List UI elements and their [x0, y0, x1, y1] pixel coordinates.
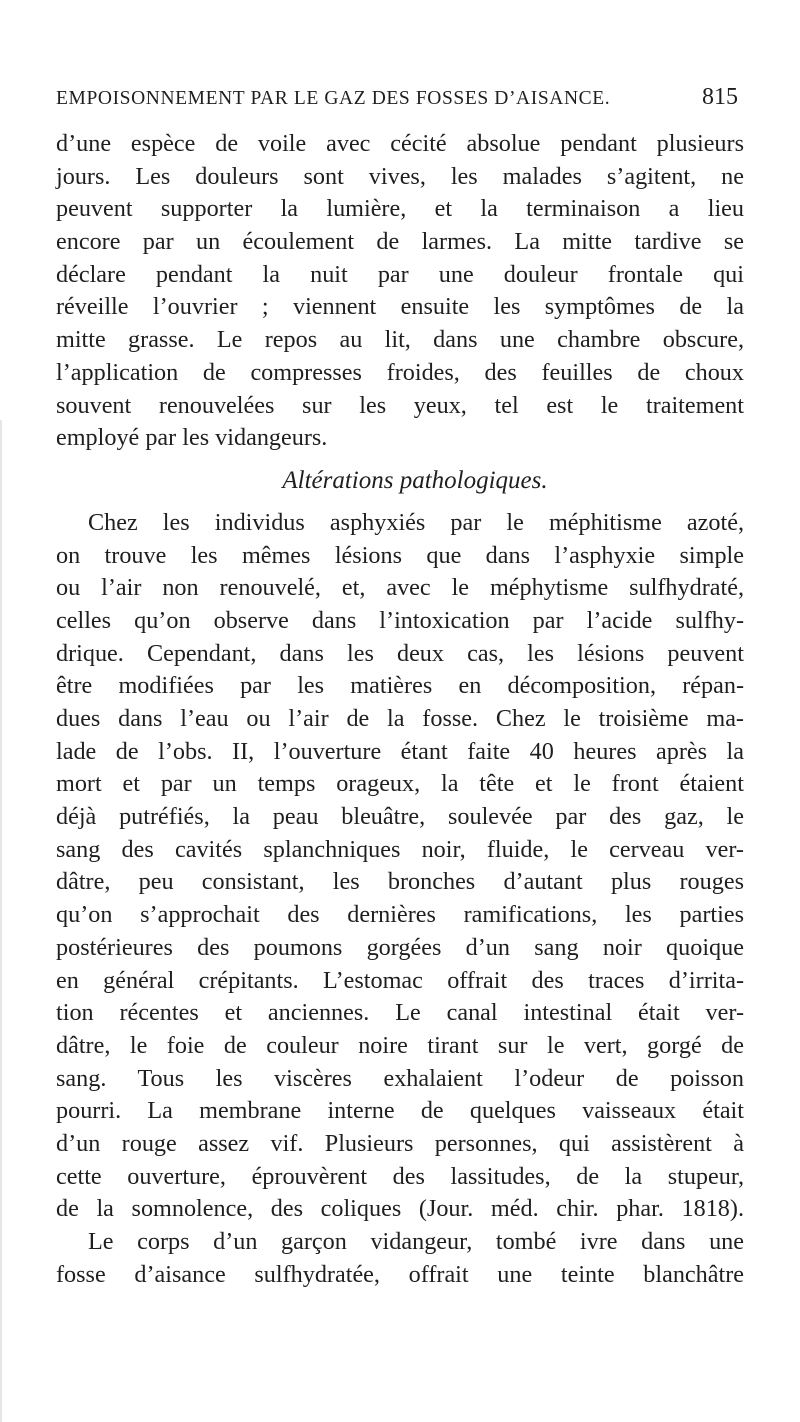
running-title: EMPOISONNEMENT PAR LE GAZ DES FOSSES D’AISANCE. [56, 88, 611, 109]
text-line: d’un rouge assez vif. Plusieurs personnes, qui assistèrent à [56, 1129, 744, 1157]
text-line: souvent renouvelées sur les yeux, tel est le traitement [56, 391, 744, 419]
text-line: sang des cavités splanchniques noir, fluide, le cerveau ver- [56, 835, 744, 863]
text-line: Chez les individus asphyxiés par le méphitisme azoté, [88, 508, 744, 536]
text-line: ou l’air non renouvelé, et, avec le méphytisme sulfhydraté, [56, 574, 744, 602]
text-line: on trouve les mêmes lésions que dans l’asphyxie simple [56, 541, 744, 569]
text-line: d’une espèce de voile avec cécité absolue pendant plusieurs [56, 130, 744, 157]
running-head [56, 84, 738, 124]
text-line: déclare pendant la nuit par une douleur frontale qui [56, 260, 744, 288]
text-line: jours. Les douleurs sont vives, les malades s’agitent, ne [56, 162, 744, 190]
text-line: tion récentes et anciennes. Le canal intestinal était ver- [56, 999, 744, 1027]
text-line: peuvent supporter la lumière, et la terminaison a lieu [56, 195, 744, 223]
body-text [56, 128, 744, 1291]
text-line: employé par les vidangeurs. [56, 424, 328, 452]
text-line: de la somnolence, des coliques (Jour. méd. chir. phar. 1818). [56, 1195, 744, 1223]
text-line: mort et par un temps orageux, la tête et le front étaient [56, 770, 744, 798]
text-line: l’application de compresses froides, des feuilles de choux [56, 358, 744, 386]
text-line: dâtre, peu consistant, les bronches d’autant plus rouges [56, 868, 744, 896]
text-line: sang. Tous les viscères exhalaient l’odeur de poisson [56, 1064, 744, 1092]
text-line: postérieures des poumons gorgées d’un sang noir quoique [56, 933, 744, 961]
page-number: 815 [702, 84, 738, 110]
text-line: cette ouverture, éprouvèrent des lassitudes, de la stupeur, [56, 1162, 744, 1190]
scan-edge-shadow [0, 420, 2, 1422]
text-line: fosse d’aisance sulfhydratée, offrait une teinte blanchâtre [56, 1260, 744, 1288]
text-line: celles qu’on observe dans l’intoxication par l’acide sulfhy- [56, 606, 744, 634]
text-line: lade de l’obs. II, l’ouverture étant faite 40 heures après la [56, 737, 744, 765]
text-line: dâtre, le foie de couleur noire tirant sur le vert, gorgé de [56, 1031, 744, 1059]
text-line: Le corps d’un garçon vidangeur, tombé ivre dans une [88, 1228, 744, 1255]
text-line: drique. Cependant, dans les deux cas, les lésions peuvent [56, 639, 744, 667]
text-line: réveille l’ouvrier ; viennent ensuite les symptômes de la [56, 293, 744, 321]
text-line: en général crépitants. L’estomac offrait des traces d’irrita- [56, 966, 744, 994]
section-heading: Altérations pathologiques. [282, 466, 548, 494]
text-line: encore par un écoulement de larmes. La mitte tardive se [56, 228, 744, 256]
text-line: pourri. La membrane interne de quelques vaisseaux était [56, 1097, 744, 1125]
text-line: mitte grasse. Le repos au lit, dans une chambre obscure, [56, 326, 744, 354]
text-line: déjà putréfiés, la peau bleuâtre, soulevée par des gaz, le [56, 803, 744, 831]
text-line: qu’on s’approchait des dernières ramifications, les parties [56, 901, 744, 929]
text-line: dues dans l’eau ou l’air de la fosse. Chez le troisième ma- [56, 705, 744, 732]
text-line: être modifiées par les matières en décomposition, répan- [56, 672, 744, 700]
